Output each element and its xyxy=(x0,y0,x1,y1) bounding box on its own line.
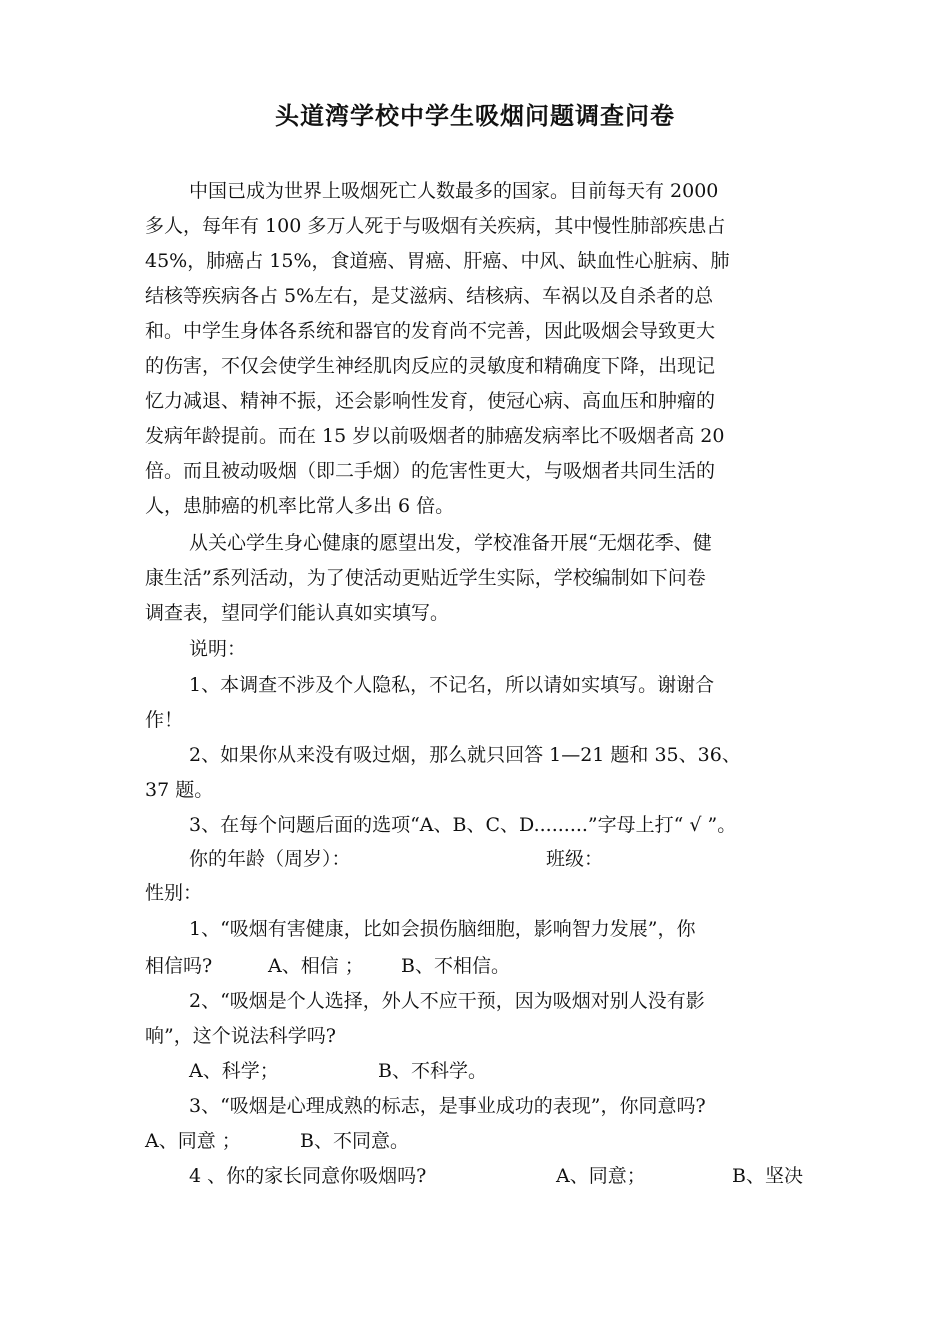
note-1: 1、本调查不涉及个人隐私，不记名，所以请如实填写。谢谢合 xyxy=(189,674,715,696)
question-3-option-a[interactable]: A、同意 ； xyxy=(145,1130,241,1152)
question-1-prompt: 相信吗? xyxy=(145,955,213,977)
question-4-option-a[interactable]: A、同意； xyxy=(556,1165,646,1187)
intro-line: 发病年龄提前。而在 15 岁以前吸烟者的肺癌发病率比不吸烟者高 20 xyxy=(145,425,725,447)
intro-line: 45%，肺癌占 15%，食道癌、胃癌、肝癌、中风、缺血性心脏病、肺 xyxy=(145,250,730,272)
purpose-line: 康生活”系列活动，为了使活动更贴近学生实际，学校编制如下问卷 xyxy=(145,567,706,589)
intro-line: 中国已成为世界上吸烟死亡人数最多的国家。目前每天有 2000 xyxy=(189,180,719,202)
question-3-option-b[interactable]: B、不同意。 xyxy=(300,1130,409,1152)
note-3: 3、在每个问题后面的选项“A、B、C、D.........”字母上打“ √ ”。 xyxy=(189,814,737,836)
class-label: 班级： xyxy=(546,848,604,870)
note-2-cont: 37 题。 xyxy=(145,779,214,801)
question-2: 2、“吸烟是个人选择，外人不应干预，因为吸烟对别人没有影 xyxy=(189,990,705,1012)
intro-line: 人，患肺癌的机率比常人多出 6 倍。 xyxy=(145,495,455,517)
question-1-option-b[interactable]: B、不相信。 xyxy=(401,955,510,977)
note-2: 2、如果你从来没有吸过烟，那么就只回答 1—21 题和 35、36、 xyxy=(189,744,741,766)
question-3: 3、“吸烟是心理成熟的标志，是事业成功的表现”，你同意吗? xyxy=(189,1095,706,1117)
question-1-option-a[interactable]: A、相信 ； xyxy=(268,955,364,977)
intro-line: 倍。而且被动吸烟（即二手烟）的危害性更大，与吸烟者共同生活的 xyxy=(145,460,716,482)
question-2-option-b[interactable]: B、不科学。 xyxy=(378,1060,487,1082)
intro-line: 多人，每年有 100 多万人死于与吸烟有关疾病，其中慢性肺部疾患占 xyxy=(145,215,726,237)
intro-line: 结核等疾病各占 5%左右，是艾滋病、结核病、车祸以及自杀者的总 xyxy=(145,285,714,307)
page-title: 头道湾学校中学生吸烟问题调查问卷 xyxy=(275,102,675,130)
gender-label: 性别： xyxy=(145,882,203,904)
question-2-option-a[interactable]: A、科学； xyxy=(189,1060,279,1082)
question-4: 4 、你的家长同意你吸烟吗? xyxy=(189,1165,427,1187)
intro-line: 忆力减退、精神不振，还会影响性发育，使冠心病、高血压和肿瘤的 xyxy=(145,390,716,412)
question-1: 1、“吸烟有害健康，比如会损伤脑细胞，影响智力发展”，你 xyxy=(189,918,696,940)
question-2-cont: 响”，这个说法科学吗? xyxy=(145,1025,336,1047)
intro-line: 的伤害，不仅会使学生神经肌肉反应的灵敏度和精确度下降，出现记 xyxy=(145,355,716,377)
intro-line: 和。中学生身体各系统和器官的发育尚不完善，因此吸烟会导致更大 xyxy=(145,320,716,342)
question-4-option-b[interactable]: B、坚决 xyxy=(732,1165,803,1187)
age-label: 你的年龄（周岁）： xyxy=(189,848,351,870)
notes-heading: 说明： xyxy=(189,638,247,660)
purpose-line: 从关心学生身心健康的愿望出发，学校准备开展“无烟花季、健 xyxy=(189,532,712,554)
purpose-line: 调查表，望同学们能认真如实填写。 xyxy=(145,602,450,624)
note-1-cont: 作！ xyxy=(145,709,184,731)
